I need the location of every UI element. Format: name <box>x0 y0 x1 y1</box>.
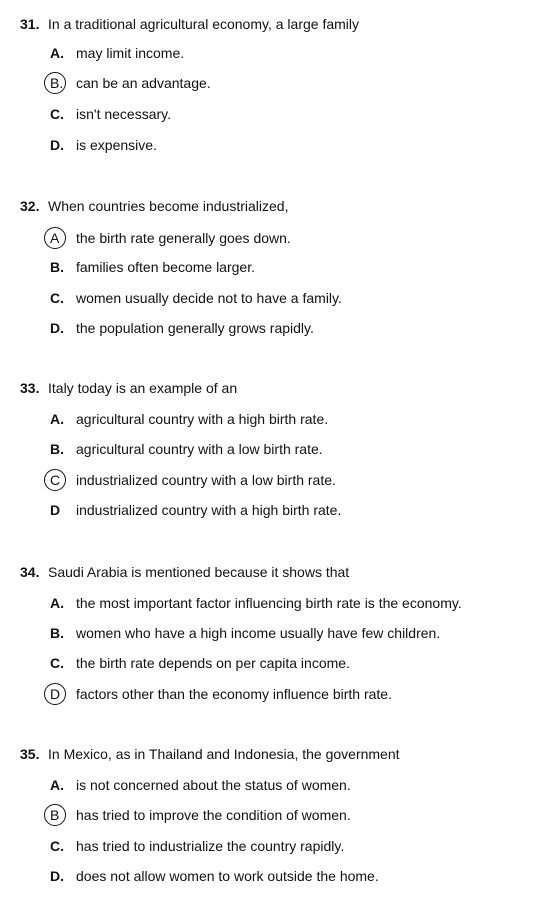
question-stem <box>20 380 237 396</box>
question-text: Saudi Arabia is mentioned because it shows that <box>48 564 350 580</box>
circled-option-letter: D <box>50 686 76 702</box>
option-d-circled <box>50 686 392 702</box>
option-letter: C. <box>50 106 64 122</box>
option-text: isn't necessary. <box>76 106 172 122</box>
option-text: families often become larger. <box>76 259 255 275</box>
option-text: industrialized country with a high birth rate. <box>76 502 342 518</box>
option-letter: A. <box>50 595 64 611</box>
question-number: 34. <box>20 564 40 580</box>
option-b <box>50 625 440 641</box>
option-letter: A. <box>50 411 64 427</box>
question-number: 31. <box>20 16 40 32</box>
option-a <box>50 777 351 793</box>
question-number: 32. <box>20 198 40 214</box>
question-number: 35. <box>20 746 40 762</box>
option-letter: A. <box>50 777 64 793</box>
option-text: can be an advantage. <box>76 75 211 91</box>
circled-option-letter: C <box>50 472 76 488</box>
option-text: is not concerned about the status of women. <box>76 777 351 793</box>
question-stem <box>20 746 400 762</box>
option-letter: D. <box>50 868 64 884</box>
option-c <box>50 655 350 671</box>
option-text: agricultural country with a high birth rate. <box>76 411 329 427</box>
option-a <box>50 411 328 427</box>
question-text: In a traditional agricultural economy, a large family <box>48 16 360 32</box>
option-letter: B. <box>50 441 64 457</box>
question-stem <box>20 564 349 580</box>
option-text: has tried to improve the condition of women. <box>76 807 351 823</box>
option-letter: D <box>50 502 61 518</box>
option-b <box>50 259 255 275</box>
option-letter: C. <box>50 290 64 306</box>
question-stem <box>20 16 359 32</box>
option-text: the birth rate depends on per capita income. <box>76 655 350 671</box>
option-letter: A. <box>50 45 64 61</box>
option-c <box>50 838 344 854</box>
option-d <box>50 320 314 336</box>
option-letter: C. <box>50 655 64 671</box>
circled-option-letter: B. <box>50 75 76 91</box>
option-letter: B. <box>50 259 64 275</box>
option-letter: D. <box>50 137 64 153</box>
circled-option-letter: A <box>50 230 76 246</box>
option-c-circled <box>50 472 336 488</box>
question-text: Italy today is an example of an <box>48 380 238 396</box>
option-b-circled <box>50 75 211 91</box>
option-a-circled <box>50 230 291 246</box>
option-text: the birth rate generally goes down. <box>76 230 291 246</box>
option-c <box>50 290 342 306</box>
option-letter: D. <box>50 320 64 336</box>
question-stem <box>20 198 288 214</box>
option-text: the most important factor influencing birth rate is the economy. <box>76 595 462 611</box>
question-text: In Mexico, as in Thailand and Indonesia, the government <box>48 746 400 762</box>
option-text: women who have a high income usually have few children. <box>76 625 441 641</box>
option-text: agricultural country with a low birth rate. <box>76 441 323 457</box>
option-text: may limit income. <box>76 45 185 61</box>
option-d <box>50 868 379 884</box>
option-b <box>50 441 323 457</box>
option-text: does not allow women to work outside the home. <box>76 868 379 884</box>
option-text: industrialized country with a low birth rate. <box>76 472 336 488</box>
option-a <box>50 595 462 611</box>
circled-option-letter: B <box>50 807 76 823</box>
option-text: women usually decide not to have a family. <box>76 290 342 306</box>
option-text: is expensive. <box>76 137 157 153</box>
option-b-circled <box>50 807 351 823</box>
option-c <box>50 106 171 122</box>
option-d <box>50 137 157 153</box>
option-a <box>50 45 184 61</box>
question-text: When countries become industrialized, <box>48 198 289 214</box>
option-text: has tried to industrialize the country rapidly. <box>76 838 345 854</box>
option-d <box>50 502 341 518</box>
question-number: 33. <box>20 380 40 396</box>
option-text: factors other than the economy influence birth rate. <box>76 686 392 702</box>
option-letter: B. <box>50 625 64 641</box>
option-text: the population generally grows rapidly. <box>76 320 314 336</box>
option-letter: C. <box>50 838 64 854</box>
